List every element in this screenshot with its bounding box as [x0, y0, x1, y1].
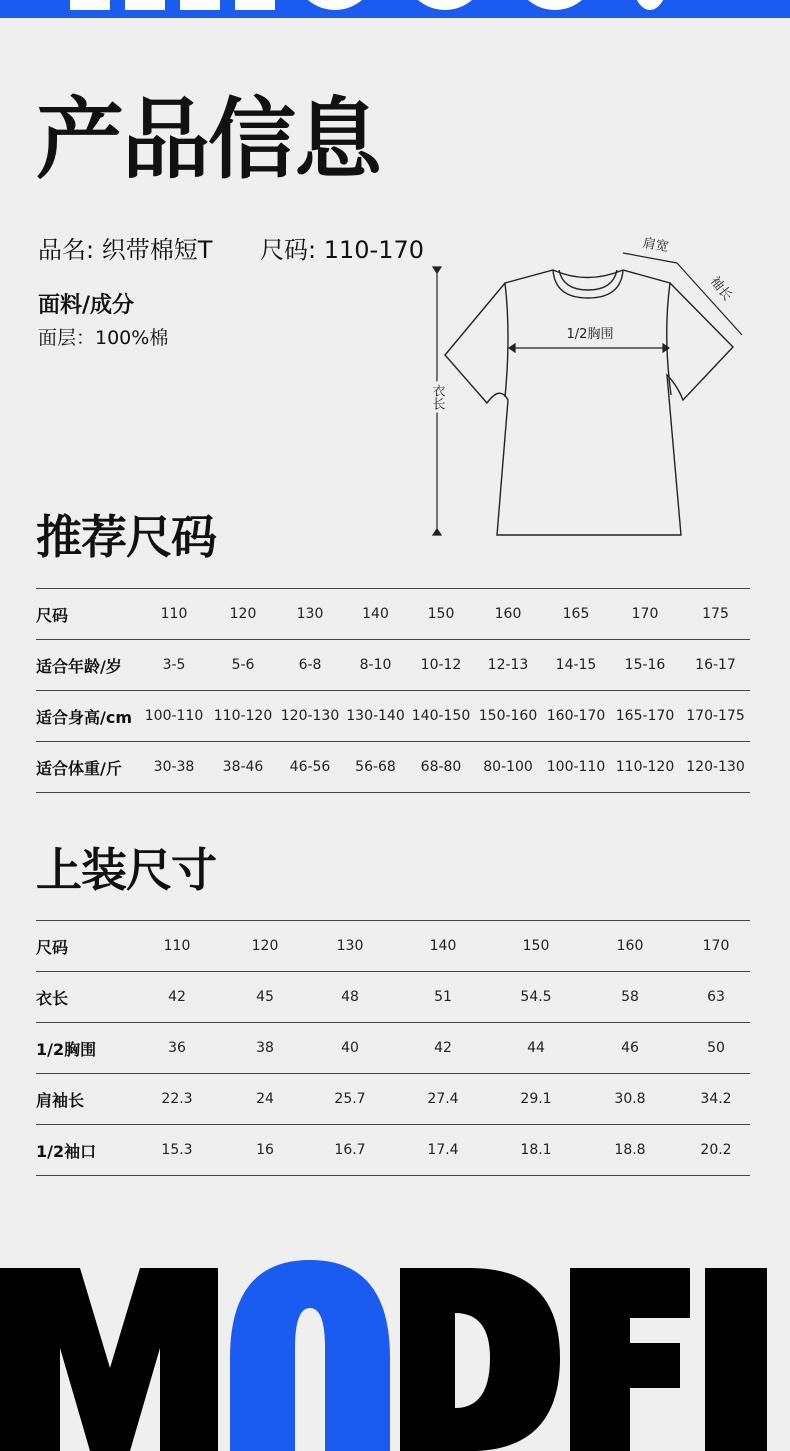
- table-cell: 110: [140, 589, 208, 640]
- table-cell: 140: [342, 589, 409, 640]
- table-cell: 46: [578, 1023, 682, 1074]
- table-cell: 100-110: [140, 691, 208, 742]
- table-cell: 5-6: [208, 640, 278, 691]
- row-label: 肩袖长: [36, 1074, 132, 1125]
- table-cell: 120-130: [681, 742, 750, 793]
- table-cell: 51: [392, 972, 494, 1023]
- table-cell: 130: [308, 921, 392, 972]
- table-cell: 130: [278, 589, 342, 640]
- garment-measure-table: [36, 920, 750, 1176]
- table-cell: 17.4: [392, 1125, 494, 1176]
- table-cell: 27.4: [392, 1074, 494, 1125]
- table-row: [36, 1023, 750, 1074]
- table-cell: 100-110: [543, 742, 609, 793]
- table-cell: 38: [222, 1023, 308, 1074]
- table-cell: 63: [682, 972, 750, 1023]
- row-label: 1/2胸围: [36, 1023, 132, 1074]
- table-cell: 42: [392, 1023, 494, 1074]
- table-row: [36, 640, 750, 691]
- tshirt-outline: [445, 270, 733, 535]
- table-cell: 170: [682, 921, 750, 972]
- table-cell: 46-56: [278, 742, 342, 793]
- table-cell: 165: [543, 589, 609, 640]
- table-cell: 12-13: [473, 640, 543, 691]
- product-name: 品名: 织带棉短T: [38, 236, 213, 264]
- table-cell: 48: [308, 972, 392, 1023]
- table-cell: 40: [308, 1023, 392, 1074]
- table-cell: 150: [494, 921, 578, 972]
- table-cell: 54.5: [494, 972, 578, 1023]
- table-cell: 16: [222, 1125, 308, 1176]
- table-cell: 45: [222, 972, 308, 1023]
- table-row: [36, 972, 750, 1023]
- table-cell: 50: [682, 1023, 750, 1074]
- table-cell: 20.2: [682, 1125, 750, 1176]
- table-cell: 175: [681, 589, 750, 640]
- table-cell: 160-170: [543, 691, 609, 742]
- product-info: [38, 230, 464, 265]
- table-cell: 25.7: [308, 1074, 392, 1125]
- table-cell: 18.1: [494, 1125, 578, 1176]
- table-cell: 170-175: [681, 691, 750, 742]
- table-row: [36, 1125, 750, 1176]
- shoulder-arrow: [623, 253, 677, 263]
- table-cell: 22.3: [132, 1074, 222, 1125]
- table-cell: 30-38: [140, 742, 208, 793]
- table-cell: 10-12: [409, 640, 473, 691]
- table-cell: 160: [473, 589, 543, 640]
- table-cell: 15.3: [132, 1125, 222, 1176]
- top-brand-band: [0, 0, 790, 18]
- table-cell: 140-150: [409, 691, 473, 742]
- table-cell: 56-68: [342, 742, 409, 793]
- recommend-heading: 推荐尺码: [36, 510, 216, 564]
- table-cell: 29.1: [494, 1074, 578, 1125]
- brand-letter-o: [230, 1260, 390, 1451]
- top-brand-letters: [0, 0, 790, 18]
- diagram-shoulder-label: 肩宽: [641, 235, 670, 256]
- row-label: 衣长: [36, 972, 132, 1023]
- table-row: [36, 589, 750, 640]
- table-cell: 120-130: [278, 691, 342, 742]
- brand-logo: [0, 1258, 790, 1451]
- table-row: [36, 1074, 750, 1125]
- table-cell: 160: [578, 921, 682, 972]
- table-cell: 165-170: [609, 691, 681, 742]
- table-cell: 24: [222, 1074, 308, 1125]
- table-cell: 130-140: [342, 691, 409, 742]
- diagram-chest-label: 1/2胸围: [566, 327, 614, 342]
- page-title: 产品信息: [36, 88, 381, 191]
- table-cell: 34.2: [682, 1074, 750, 1125]
- recommend-size-table: [36, 588, 750, 793]
- table-row: [36, 691, 750, 742]
- tshirt-diagram: [415, 225, 785, 555]
- table-cell: 30.8: [578, 1074, 682, 1125]
- table-row: [36, 921, 750, 972]
- brand-letter-m: [0, 1268, 218, 1451]
- table-cell: 16.7: [308, 1125, 392, 1176]
- table-cell: 36: [132, 1023, 222, 1074]
- table-cell: 120: [222, 921, 308, 972]
- diagram-sleeve-label: 袖长: [706, 273, 735, 304]
- table-cell: 15-16: [609, 640, 681, 691]
- table-cell: 110-120: [208, 691, 278, 742]
- brand-letter-d: [400, 1268, 560, 1451]
- row-label: 适合体重/斤: [36, 742, 140, 793]
- brand-letter-i: [705, 1268, 767, 1451]
- row-label: 1/2袖口: [36, 1125, 132, 1176]
- table-cell: 110-120: [609, 742, 681, 793]
- sleeve-arrow: [677, 263, 742, 335]
- table-cell: 44: [494, 1023, 578, 1074]
- table-cell: 140: [392, 921, 494, 972]
- fabric-heading: 面料/成分: [38, 293, 135, 318]
- row-label: 尺码: [36, 921, 132, 972]
- table-cell: 170: [609, 589, 681, 640]
- table-cell: 6-8: [278, 640, 342, 691]
- table-cell: 8-10: [342, 640, 409, 691]
- table-cell: 68-80: [409, 742, 473, 793]
- row-label: 适合身高/cm: [36, 691, 140, 742]
- table-cell: 38-46: [208, 742, 278, 793]
- measure-heading: 上装尺寸: [36, 843, 216, 897]
- brand-letter-f: [570, 1268, 690, 1451]
- row-label: 适合年龄/岁: [36, 640, 140, 691]
- table-cell: 42: [132, 972, 222, 1023]
- table-cell: 110: [132, 921, 222, 972]
- table-row: [36, 742, 750, 793]
- table-cell: 80-100: [473, 742, 543, 793]
- table-cell: 150: [409, 589, 473, 640]
- table-cell: 58: [578, 972, 682, 1023]
- product-size-range: 尺码: 110-170: [260, 236, 425, 264]
- table-cell: 150-160: [473, 691, 543, 742]
- fabric-value: 面层：100%棉: [38, 327, 169, 349]
- table-cell: 14-15: [543, 640, 609, 691]
- row-label: 尺码: [36, 589, 140, 640]
- table-cell: 18.8: [578, 1125, 682, 1176]
- table-cell: 3-5: [140, 640, 208, 691]
- diagram-length-label: 衣长: [429, 384, 445, 410]
- table-cell: 16-17: [681, 640, 750, 691]
- table-cell: 120: [208, 589, 278, 640]
